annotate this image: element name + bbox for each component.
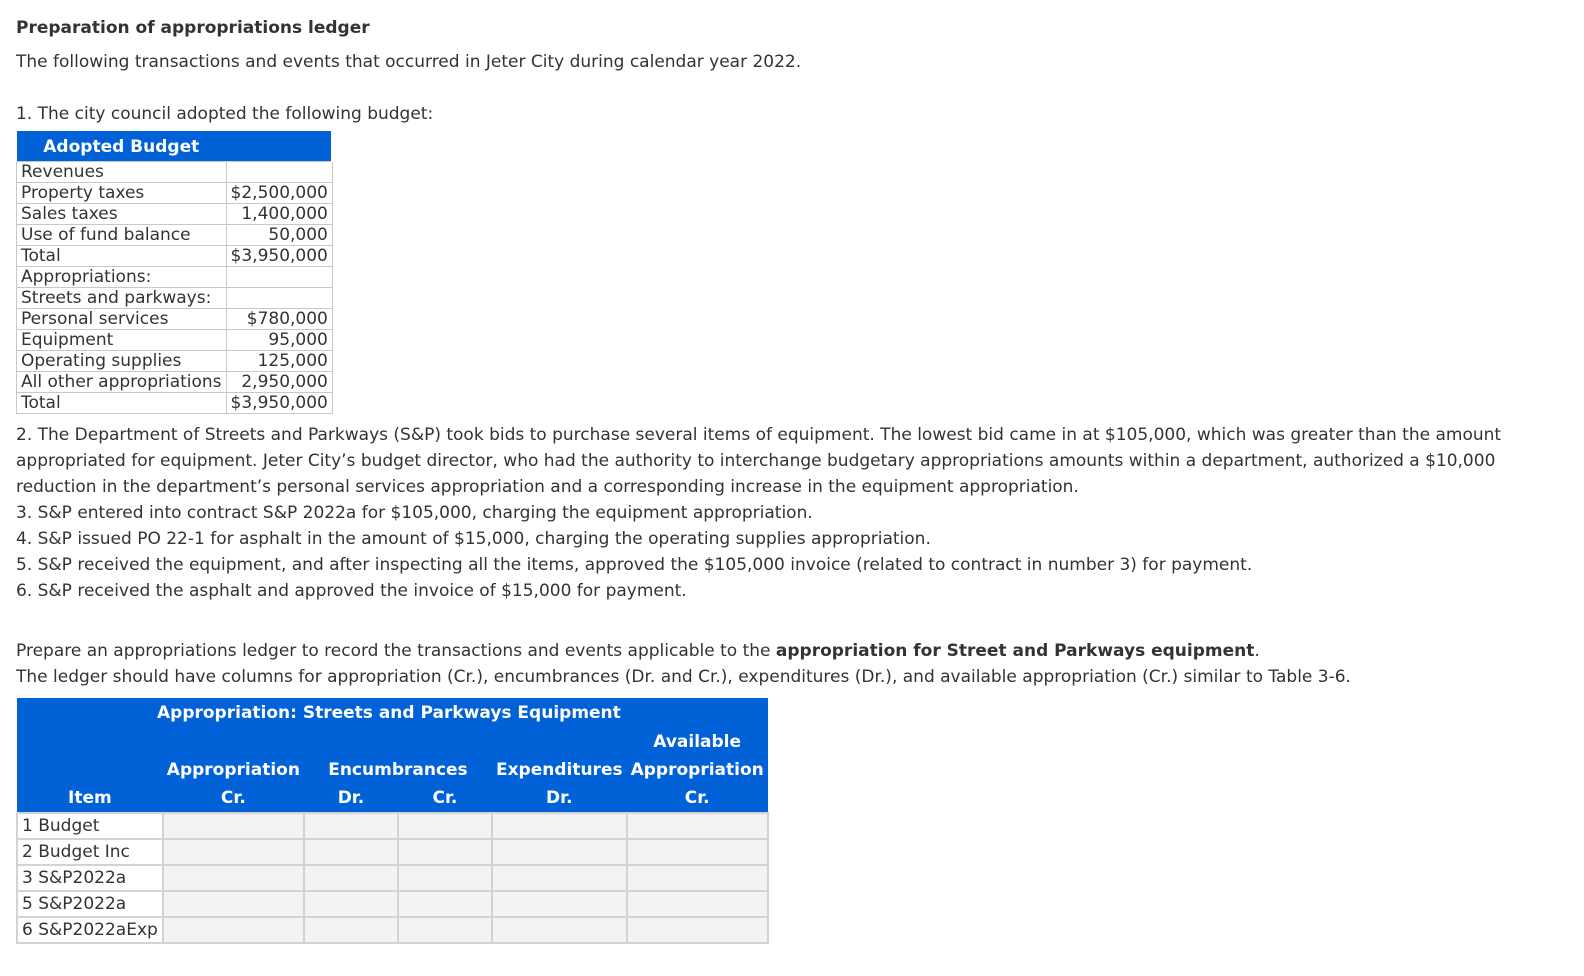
budget-row [17, 162, 333, 183]
expenditures-dr-input[interactable] [492, 839, 627, 865]
ledger-header-encumbrances-dr: Dr. [304, 784, 398, 813]
budget-row [17, 267, 333, 288]
encumbrances-dr-input[interactable] [304, 917, 398, 943]
budget-label: Equipment [17, 330, 227, 351]
encumbrances-dr-input[interactable] [304, 813, 398, 839]
instruction-line-2: The ledger should have columns for appropriation (Cr.), encumbrances (Dr. and Cr.), expenditures (Dr.), and available appropriation (Cr.) similar to Table 3-6. [16, 667, 1351, 688]
ledger-header-blank [398, 728, 492, 756]
budget-label: Use of fund balance [17, 225, 227, 246]
budget-amount [226, 162, 332, 183]
ledger-header-item: Item [17, 784, 163, 813]
budget-label: Total [17, 246, 227, 267]
ledger-header-available-cr: Cr. [627, 784, 768, 813]
budget-row [17, 204, 333, 225]
budget-amount: 95,000 [226, 330, 332, 351]
budget-amount: 1,400,000 [226, 204, 332, 225]
budget-row [17, 246, 333, 267]
budget-amount: 125,000 [226, 351, 332, 372]
ledger-item: 3 S&P2022a [17, 865, 163, 891]
appropriation-cr-input[interactable] [163, 839, 304, 865]
instructions [16, 638, 1568, 690]
ledger-header-available: Available [627, 728, 768, 756]
step-5-text: 5. S&P received the equipment, and after inspecting all the items, approved the $105,000 invoice (related to contract in number 3) for payment. [16, 555, 1253, 576]
budget-row [17, 393, 333, 414]
budget-amount [226, 288, 332, 309]
ledger-header-blank [17, 756, 163, 784]
budget-label: Total [17, 393, 227, 414]
encumbrances-cr-input[interactable] [398, 839, 492, 865]
ledger-header-appropriation: Appropriation [163, 756, 304, 784]
budget-label: Appropriations: [17, 267, 227, 288]
instruction-line-1-pre: Prepare an appropriations ledger to record the transactions and events applicable to the [16, 641, 776, 662]
budget-label: Personal services [17, 309, 227, 330]
encumbrances-cr-input[interactable] [398, 891, 492, 917]
ledger-row [17, 865, 768, 891]
encumbrances-dr-input[interactable] [304, 865, 398, 891]
ledger-header-expenditures-dr: Dr. [492, 784, 627, 813]
available-appropriation-cr-input[interactable] [627, 865, 768, 891]
appropriation-cr-input[interactable] [163, 891, 304, 917]
ledger-header-blank [17, 728, 163, 756]
ledger-row [17, 891, 768, 917]
adopted-budget-caption-blank [226, 131, 332, 162]
budget-label: Sales taxes [17, 204, 227, 225]
budget-amount [226, 267, 332, 288]
budget-amount: $3,950,000 [226, 393, 332, 414]
ledger-item: 5 S&P2022a [17, 891, 163, 917]
budget-amount: $780,000 [226, 309, 332, 330]
ledger-header-blank [304, 728, 398, 756]
ledger-item: 6 S&P2022aExp [17, 917, 163, 943]
ledger-header-encumbrances: Encumbrances [304, 756, 492, 784]
available-appropriation-cr-input[interactable] [627, 813, 768, 839]
adopted-budget-table [16, 131, 333, 414]
step-1-text: 1. The city council adopted the following budget: [16, 104, 434, 125]
encumbrances-dr-input[interactable] [304, 839, 398, 865]
budget-row [17, 183, 333, 204]
encumbrances-cr-input[interactable] [398, 865, 492, 891]
instruction-line-1-bold: appropriation for Street and Parkways equipment [775, 641, 1255, 662]
appropriations-ledger-table [16, 698, 769, 944]
budget-amount: $3,950,000 [226, 246, 332, 267]
budget-label: Streets and parkways: [17, 288, 227, 309]
available-appropriation-cr-input[interactable] [627, 917, 768, 943]
expenditures-dr-input[interactable] [492, 917, 627, 943]
transaction-steps [16, 422, 1568, 604]
budget-label: Operating supplies [17, 351, 227, 372]
available-appropriation-cr-input[interactable] [627, 891, 768, 917]
expenditures-dr-input[interactable] [492, 891, 627, 917]
adopted-budget-caption: Adopted Budget [17, 131, 227, 162]
budget-amount: 50,000 [226, 225, 332, 246]
encumbrances-dr-input[interactable] [304, 891, 398, 917]
budget-row [17, 372, 333, 393]
ledger-row [17, 839, 768, 865]
intro-text: The following transactions and events that occurred in Jeter City during calendar year 2022. [16, 52, 802, 73]
ledger-header-blank [492, 728, 627, 756]
ledger-header-appropriation-cr: Cr. [163, 784, 304, 813]
budget-label: Revenues [17, 162, 227, 183]
appropriation-cr-input[interactable] [163, 813, 304, 839]
appropriation-cr-input[interactable] [163, 865, 304, 891]
instruction-line-1 [16, 638, 1568, 664]
instruction-line-1-post: . [1254, 641, 1260, 662]
budget-amount: 2,950,000 [226, 372, 332, 393]
expenditures-dr-input[interactable] [492, 865, 627, 891]
expenditures-dr-input[interactable] [492, 813, 627, 839]
budget-row [17, 225, 333, 246]
budget-row [17, 330, 333, 351]
appropriation-cr-input[interactable] [163, 917, 304, 943]
ledger-row [17, 917, 768, 943]
available-appropriation-cr-input[interactable] [627, 839, 768, 865]
budget-label: All other appropriations [17, 372, 227, 393]
ledger-item: 2 Budget Inc [17, 839, 163, 865]
ledger-header-encumbrances-cr: Cr. [398, 784, 492, 813]
step-4-text: 4. S&P issued PO 22-1 for asphalt in the amount of $15,000, charging the operating supplies appropriation. [16, 529, 931, 550]
budget-row [17, 309, 333, 330]
budget-amount: $2,500,000 [226, 183, 332, 204]
step-6-text: 6. S&P received the asphalt and approved the invoice of $15,000 for payment. [16, 581, 687, 602]
budget-row [17, 288, 333, 309]
step-2-text: 2. The Department of Streets and Parkways (S&P) took bids to purchase several items of equipment. The lowest bid came in at $105,000, which was greater than the amount appropriated for equipment. Jeter City’s budget director, who had the authority to interchange budgetary appropriations amounts within a department, authorized a $10,000 reduction in the department’s personal services appropriation and a corresponding increase in the equipment appropriation. [16, 425, 1502, 498]
encumbrances-cr-input[interactable] [398, 813, 492, 839]
ledger-header-blank [163, 728, 304, 756]
ledger-caption: Appropriation: Streets and Parkways Equipment [17, 698, 768, 728]
encumbrances-cr-input[interactable] [398, 917, 492, 943]
ledger-header-expenditures: Expenditures [492, 756, 627, 784]
budget-row [17, 351, 333, 372]
ledger-header-available-appropriation: Appropriation [627, 756, 768, 784]
step-3-text: 3. S&P entered into contract S&P 2022a for $105,000, charging the equipment appropriation. [16, 503, 813, 524]
page-title: Preparation of appropriations ledger [16, 18, 370, 38]
ledger-item: 1 Budget [17, 813, 163, 839]
budget-label: Property taxes [17, 183, 227, 204]
ledger-row [17, 813, 768, 839]
